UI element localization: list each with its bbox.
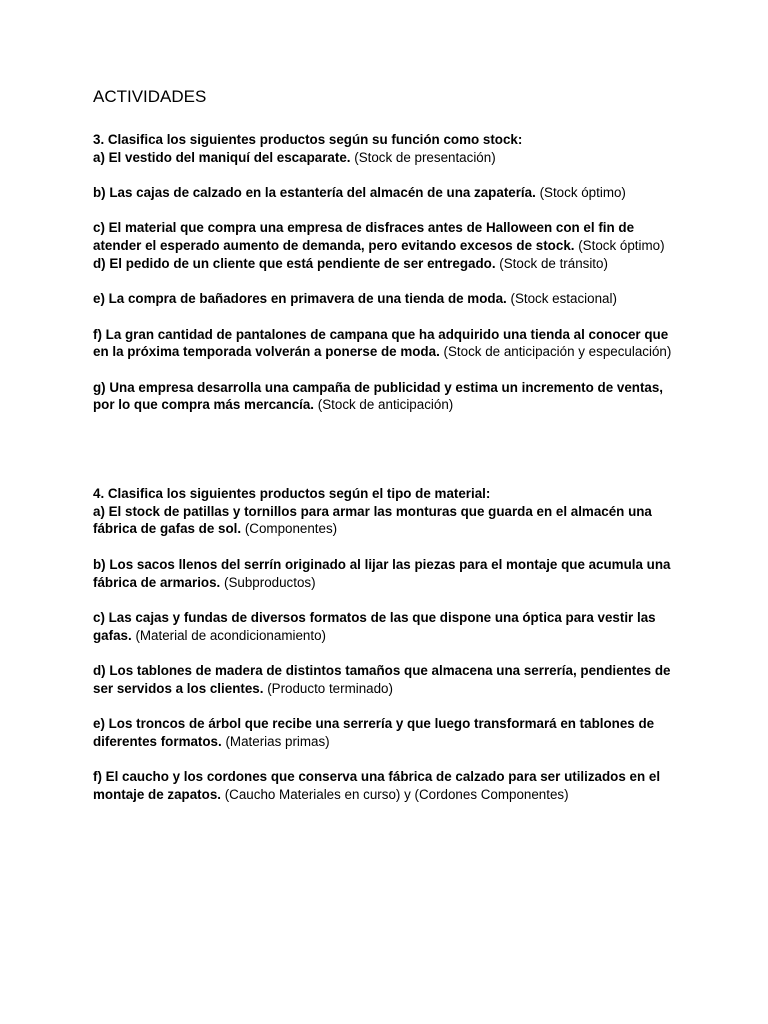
item-3f xyxy=(93,326,683,361)
question: d) El pedido de un cliente que está pendiente de ser entregado. xyxy=(93,255,496,271)
item-4c xyxy=(93,609,683,644)
item-4b xyxy=(93,556,683,591)
answer: (Stock de anticipación y especulación) xyxy=(443,344,672,360)
item-3e xyxy=(93,290,683,308)
answer: (Stock estacional) xyxy=(510,291,617,307)
section-3 xyxy=(93,131,683,414)
answer: (Subproductos) xyxy=(224,574,316,590)
item-4e xyxy=(93,715,683,750)
answer: (Stock de presentación) xyxy=(354,149,496,165)
answer: (Stock de tránsito) xyxy=(499,255,608,271)
section-3-heading: 3. Clasifica los siguientes productos según su función como stock: xyxy=(93,132,523,147)
item-4d xyxy=(93,662,683,697)
item-3c xyxy=(93,219,683,254)
section-4 xyxy=(93,485,683,804)
answer: (Stock de anticipación) xyxy=(317,397,454,413)
item-3a xyxy=(93,149,683,167)
question: b) Las cajas de calzado en la estantería del almacén de una zapatería. xyxy=(93,185,536,201)
question: a) El stock de patillas y tornillos para armar las monturas que guarda en el almacén una fábrica de gafas de sol. xyxy=(93,503,652,537)
answer: (Material de acondicionamiento) xyxy=(135,627,326,643)
item-4f xyxy=(93,768,683,803)
item-3g xyxy=(93,379,683,414)
question: f) La gran cantidad de pantalones de campana que ha adquirido una tienda al conocer que en la próxima temporada volverán a ponerse de moda. xyxy=(93,326,669,360)
answer: (Producto terminado) xyxy=(267,680,393,696)
question: c) Las cajas y fundas de diversos formatos de las que dispone una óptica para vestir las gafas. xyxy=(93,609,656,643)
answer: (Caucho Materiales en curso) y (Cordones Componentes) xyxy=(224,786,569,802)
item-3d xyxy=(93,255,683,273)
section-4-heading: 4. Clasifica los siguientes productos según el tipo de material: xyxy=(93,486,491,501)
item-3b xyxy=(93,184,683,202)
answer: (Componentes) xyxy=(244,521,338,537)
question: c) El material que compra una empresa de disfraces antes de Halloween con el fin de atender el esperado aumento de demanda, pero evitando excesos de stock. xyxy=(93,220,635,254)
question: a) El vestido del maniquí del escaparate. xyxy=(93,149,351,165)
question: b) Los sacos llenos del serrín originado al lijar las piezas para el montaje que acumula una fábrica de armarios. xyxy=(93,556,671,590)
answer: (Materias primas) xyxy=(225,733,330,749)
question: f) El caucho y los cordones que conserva una fábrica de calzado para ser utilizados en el montaje de zapatos. xyxy=(93,769,661,802)
page-title: ACTIVIDADES xyxy=(93,87,207,106)
question: e) Los troncos de árbol que recibe una serrería y que luego transformará en tablones de diferentes formatos. xyxy=(93,716,655,749)
question: d) Los tablones de madera de distintos tamaños que almacena una serrería, pendientes de ser servidos a los clientes. xyxy=(93,662,671,696)
answer: (Stock óptimo) xyxy=(539,185,626,201)
item-4a xyxy=(93,503,683,538)
answer: (Stock óptimo) xyxy=(578,238,665,254)
question: e) La compra de bañadores en primavera de una tienda de moda. xyxy=(93,291,507,307)
question: g) Una empresa desarrolla una campaña de publicidad y estima un incremento de ventas, por lo que compra más mercancía. xyxy=(93,379,664,413)
